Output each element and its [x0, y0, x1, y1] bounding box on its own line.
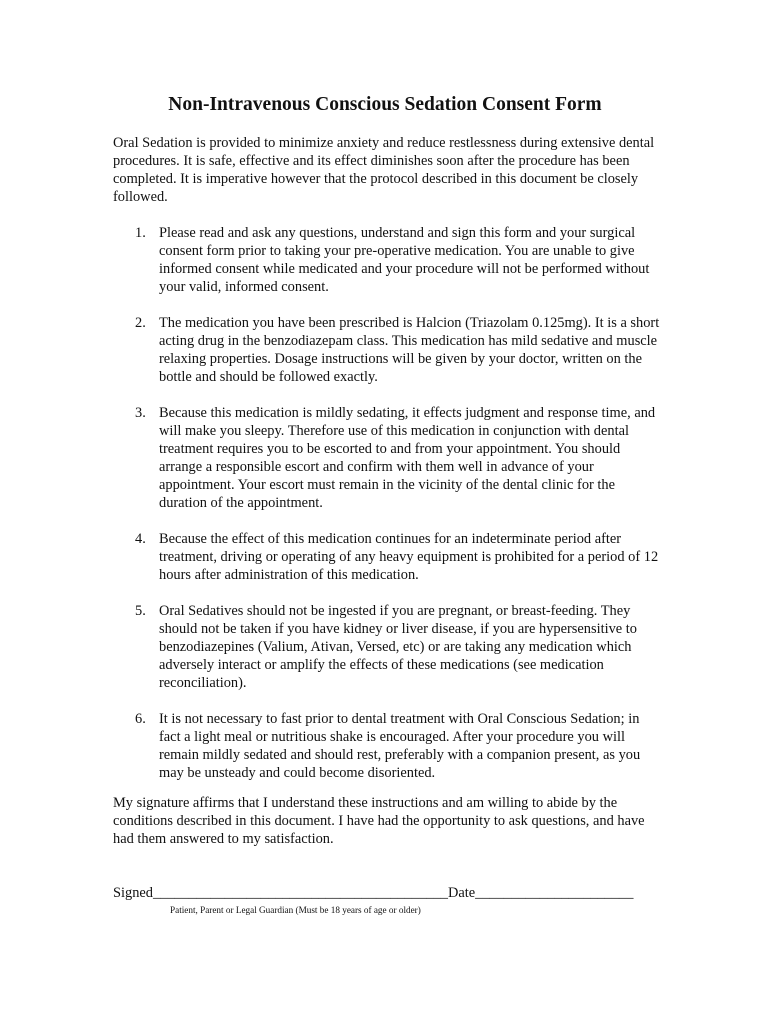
list-item-number: 3.	[135, 405, 146, 421]
signature-caption: Patient, Parent or Legal Guardian (Must be 18 years of age or older)	[170, 905, 421, 915]
list-item	[113, 530, 661, 584]
signature-date-line[interactable]: Signed_________________________________________Date______________________	[113, 885, 634, 901]
list-item-number: 4.	[135, 531, 146, 547]
list-item-number: 6.	[135, 711, 146, 727]
list-item-number: 5.	[135, 603, 146, 619]
list-item-text: Oral Sedatives should not be ingested if you are pregnant, or breast-feeding. They should not be taken if you have kidney or liver disease, if you are hypersensitive to benzodiazepines (Valium, Ativan, Versed, etc) or are taking any medication which adversely interact or amplify the effects of these medications (see medication reconciliation).	[159, 603, 637, 691]
list-item-text: Please read and ask any questions, understand and sign this form and your surgical consent form prior to taking your pre-operative medication. You are unable to give informed consent while medicated and your procedure will not be performed without your valid, informed consent.	[159, 225, 650, 295]
list-item-text: It is not necessary to fast prior to dental treatment with Oral Conscious Sedation; in fact a light meal or nutritious shake is encouraged. After your procedure you will remain mildly sedated and should rest, preferably with a companion present, as you may be unsteady and could become disoriented.	[159, 711, 641, 781]
list-item-number: 2.	[135, 315, 146, 331]
instructions-list	[113, 224, 661, 800]
intro-paragraph: Oral Sedation is provided to minimize anxiety and reduce restlessness during extensive dental procedures. It is safe, effective and its effect diminishes soon after the procedure has been completed. It is imperative however that the protocol described in this document be closely followed.	[113, 135, 655, 205]
list-item	[113, 224, 661, 296]
list-item	[113, 710, 661, 782]
closing-paragraph: My signature affirms that I understand these instructions and am willing to abide by the conditions described in this document. I have had the opportunity to ask questions, and have had them answered to my satisfaction.	[113, 795, 645, 847]
list-item	[113, 404, 661, 512]
list-item	[113, 602, 661, 692]
list-item-number: 1.	[135, 225, 146, 241]
list-item-text: Because the effect of this medication continues for an indeterminate period after treatment, driving or operating of any heavy equipment is prohibited for a period of 12 hours after administration of this medication.	[159, 531, 659, 583]
list-item-text: Because this medication is mildly sedating, it effects judgment and response time, and will make you sleepy. Therefore use of this medication in conjunction with dental treatment requires you to be escorted to and from your appointment. You should arrange a responsible escort and confirm with them well in advance of your appointment. Your escort must remain in the vicinity of the dental clinic for the duration of the appointment.	[159, 405, 656, 511]
form-title: Non-Intravenous Conscious Sedation Consent Form	[168, 94, 602, 115]
list-item-text: The medication you have been prescribed is Halcion (Triazolam 0.125mg). It is a short acting drug in the benzodiazepam class. This medication has mild sedative and muscle relaxing properties. Dosage instructions will be given by your doctor, written on the bottle and should be followed exactly.	[159, 315, 660, 385]
list-item	[113, 314, 661, 386]
